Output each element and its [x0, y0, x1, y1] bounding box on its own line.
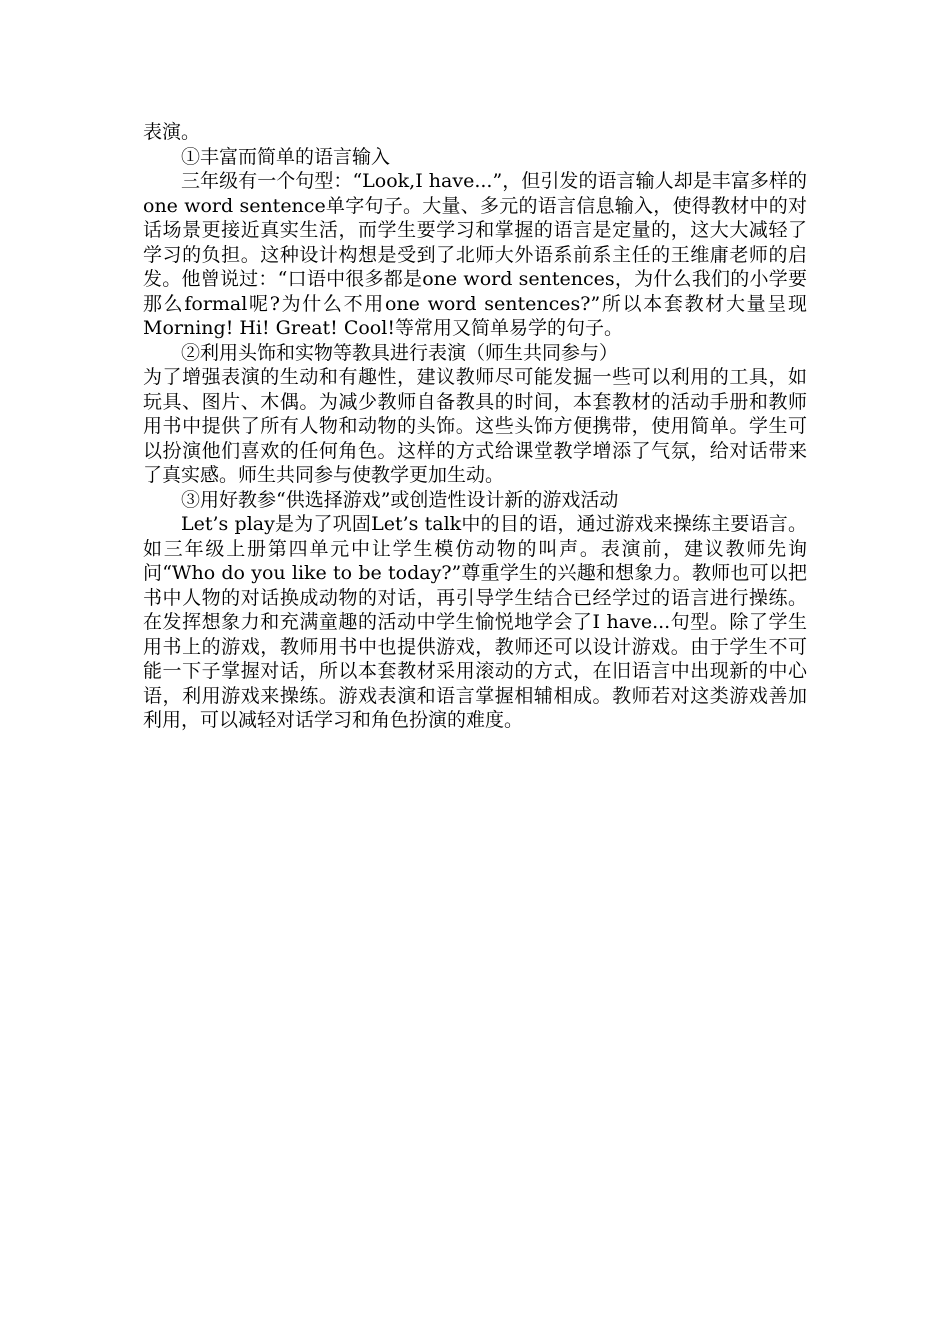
section-heading-1: ①丰富而简单的语言输入 [181, 145, 391, 168]
section-heading-2: ②利用头饰和实物等教具进行表演（师生共同参与） [181, 341, 619, 364]
paragraph-games: Let’s play是为了巩固Let’s talk中的目的语，通过游戏来操练主要语言。如三年级上册第四单元中让学生模仿动物的叫声。表演前，建议教师先询问“Who do you like to be today?”尊重学生的兴趣和想象力。教师也可以把书中人物的对话换成动物的对话，再引导学生结合已经学过的语言进行操练。在发挥想象力和充满童趣的活动中学生愉悦地学会了I have...句型。除了学生用书上的游戏，教师用书中也提供游戏，教师还可以设计游戏。由于学生不可能一下子掌握对话，所以本套教材采用滚动的方式，在旧语言中出现新的中心语，利用游戏来操练。游戏表演和语言掌握相辅相成。教师若对这类游戏善加利用，可以减轻对话学习和角色扮演的难度。 [143, 513, 807, 731]
section-heading-3: ③用好教参“供选择游戏”或创造性设计新的游戏活动 [181, 488, 619, 511]
paragraph-continuation: 表演。 [143, 121, 201, 143]
paragraph-language-input: 三年级有一个句型：“Look,I have...”，但引发的语言输人却是丰富多样的one word sentence单字句子。大量、多元的语言信息输入，使得教材中的对话场景更接近真实生活，而学生要学习和掌握的语言是定量的，这大大减轻了学习的负担。这种设计构想是受到了北师大外语系前系主任的王维庸老师的启发。他曾说过：“口语中很多都是one word sentences，为什么我们的小学要那么formal呢?为什么不用one word sentences?”所以本套教材大量呈现Morning! Hi! Great! Cool!等常用又简单易学的句子。 [143, 170, 807, 339]
document-body [143, 120, 807, 733]
paragraph-headwear-props: 为了增强表演的生动和有趣性，建议教师尽可能发掘一些可以利用的工具，如玩具、图片、木偶。为减少教师自备教具的时间，本套教材的活动手册和教师用书中提供了所有人物和动物的头饰。这些头饰方便携带，使用简单。学生可以扮演他们喜欢的任何角色。这样的方式给课堂教学增添了气氛，给对话带来了真实感。师生共同参与使教学更加生动。 [143, 366, 807, 486]
